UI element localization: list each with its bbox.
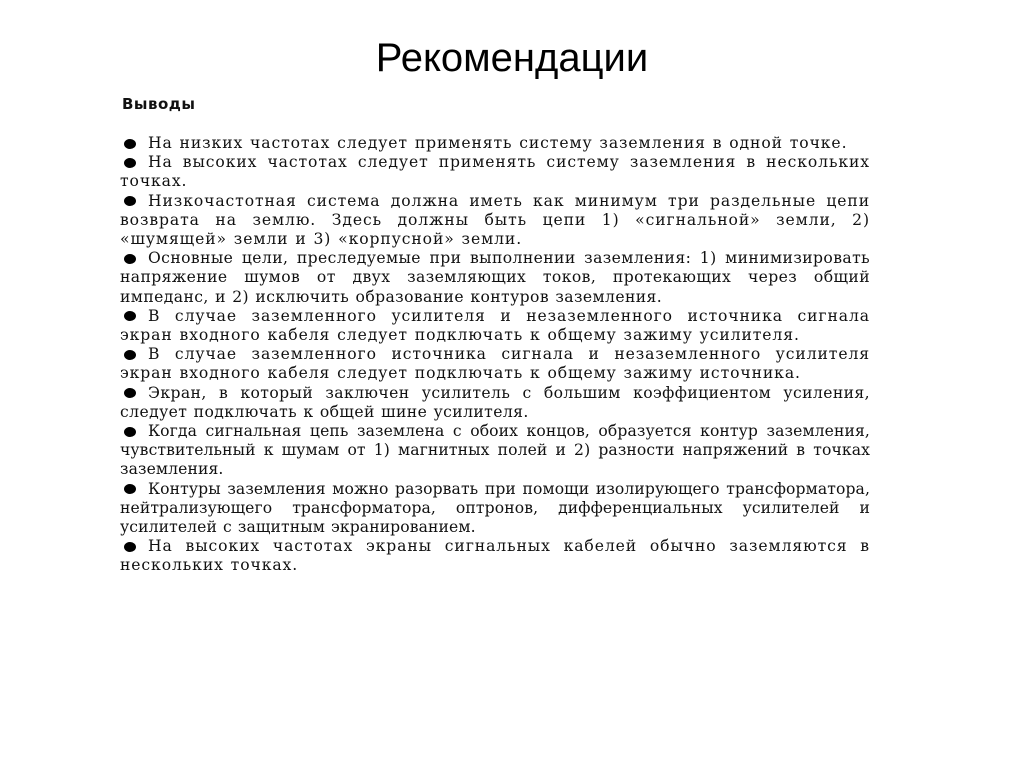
list-item-text: Когда сигнальная цепь заземлена с обоих концов, образуется контур заземления, чувствительный к шумам от 1) магнитных полей и 2) разности напряжений в точках заземления. (120, 422, 870, 479)
list-item-text: Основные цели, преследуемые при выполнении заземления: 1) минимизировать напряжение шумов от двух заземляющих токов, протекающих через общий импеданс, и 2) исключить образование контуров заземления. (120, 249, 870, 306)
list-item-text: На низких частотах следует применять систему заземления в одной точке. (148, 134, 848, 152)
list-item (120, 307, 870, 345)
list-item-text: В случае заземленного усилителя и незаземленного источника сигнала экран входного кабеля следует подключать к общему зажиму усилителя. (120, 306, 870, 345)
bullet-icon (124, 484, 136, 494)
bullet-icon (124, 350, 136, 360)
bullet-icon (124, 254, 136, 264)
bullet-icon (124, 139, 136, 149)
list-item (120, 153, 870, 191)
list-item (120, 134, 870, 153)
list-item (120, 422, 870, 480)
list-item-text: Низкочастотная система должна иметь как минимум три раздельные цепи возврата на землю. Здесь должны быть цепи 1) «сигнальной» земли, 2) «шумящей» земли и 3) «корпусной» земли. (120, 191, 870, 249)
list-item (120, 192, 870, 250)
list-item-text: На высоких частотах экраны сигнальных кабелей обычно заземляются в нескольких точках. (120, 537, 870, 575)
list-item (120, 345, 870, 383)
list-item (120, 480, 870, 538)
bullet-icon (124, 388, 136, 398)
scanned-text-image (120, 94, 870, 576)
list-item (120, 537, 870, 575)
list-item (120, 249, 870, 307)
list-item-text: На высоких частотах следует применять систему заземления в нескольких точках. (120, 153, 870, 191)
list-item-text: В случае заземленного источника сигнала и незаземленного усилителя экран входного кабеля следует подключать к общему зажиму источника. (120, 345, 870, 383)
bullet-icon (124, 542, 136, 552)
bullet-icon (124, 427, 136, 437)
conclusions-list (120, 134, 870, 576)
bullet-icon (124, 311, 136, 321)
list-item-text: Контуры заземления можно разорвать при помощи изолирующего трансформатора, нейтрализующего трансформатора, оптронов, дифференциальных усилителей и усилителей с защитным экранированием. (120, 479, 870, 537)
list-item-text: Экран, в который заключен усилитель с большим коэффициентом усиления, следует подключать к общей шине усилителя. (120, 383, 870, 421)
bullet-icon (124, 158, 136, 168)
slide-title: Рекомендации (375, 36, 649, 80)
bullet-icon (124, 196, 136, 206)
list-item (120, 384, 870, 422)
section-heading: Выводы (122, 95, 196, 113)
